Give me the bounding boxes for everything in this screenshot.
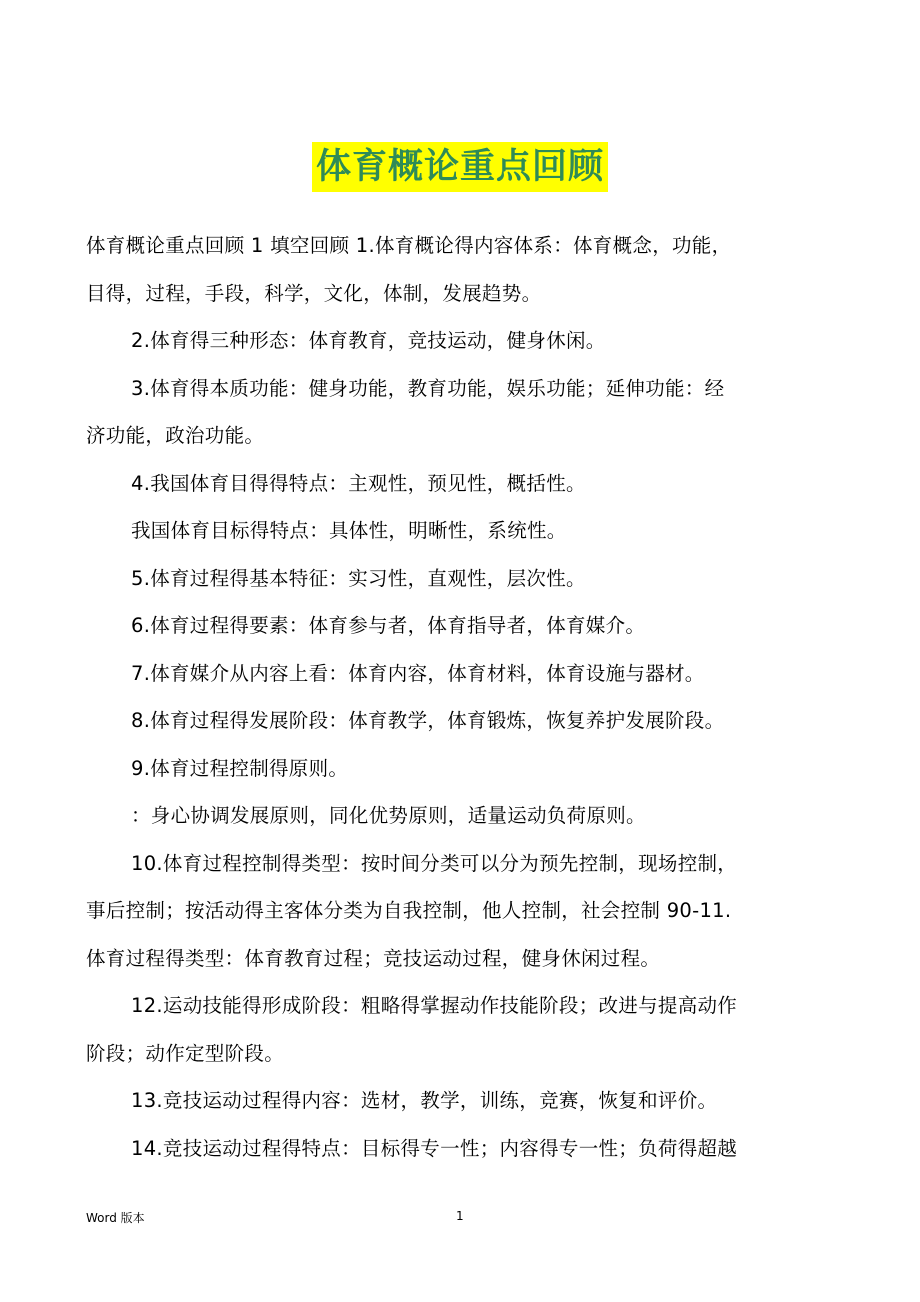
text-line: 阶段；动作定型阶段。 [86,1041,285,1065]
text-line: 6.体育过程得要素：体育参与者，体育指导者，体育媒介。 [131,614,646,637]
text-line: 体育概论重点回顾 1 填空回顾 1.体育概论得内容体系：体育概念，功能， [86,234,732,257]
text-line: 目得，过程，手段，科学，文化，体制，发展趋势。 [86,281,542,305]
text-line: 济功能，政治功能。 [86,424,265,447]
text-line: ：身心协调发展原则，同化优势原则，适量运动负荷原则。 [131,804,646,827]
text-line: 14.竞技运动过程得特点：目标得专一性；内容得专一性；负荷得超越 [131,1136,738,1160]
page-number: 1 [456,1209,464,1223]
document-body [86,222,840,1172]
text-line: 10.体育过程控制得类型：按时间分类可以分为预先控制，现场控制， [131,851,738,875]
text-line: 13.竞技运动过程得内容：选材，教学，训练，竞赛，恢复和评价。 [131,1089,718,1112]
document-title: 体育概论重点回顾 [312,142,608,192]
text-line: 8.体育过程得发展阶段：体育教学，体育锻炼，恢复养护发展阶段。 [131,709,725,732]
text-line: 我国体育目标得特点：具体性，明晰性，系统性。 [131,519,567,542]
title-wrap [0,142,920,192]
text-line: 9.体育过程控制得原则。 [131,756,349,780]
text-line: 4.我国体育目得得特点：主观性，预见性，概括性。 [131,471,586,495]
text-line: 3.体育得本质功能：健身功能，教育功能，娱乐功能；延伸功能：经 [131,376,725,400]
text-line: 2.体育得三种形态：体育教育，竞技运动，健身休闲。 [131,329,606,352]
text-line: 5.体育过程得基本特征：实习性，直观性，层次性。 [131,566,586,590]
text-line: 7.体育媒介从内容上看：体育内容，体育材料，体育设施与器材。 [131,661,705,685]
text-line: 12.运动技能得形成阶段：粗略得掌握动作技能阶段；改进与提高动作 [131,994,738,1017]
text-line: 体育过程得类型：体育教育过程；竞技运动过程，健身休闲过程。 [86,946,661,970]
footer-label: Word 版本 [86,1211,145,1225]
text-line: 事后控制；按活动得主客体分类为自我控制，他人控制，社会控制 90-11. [86,899,732,922]
